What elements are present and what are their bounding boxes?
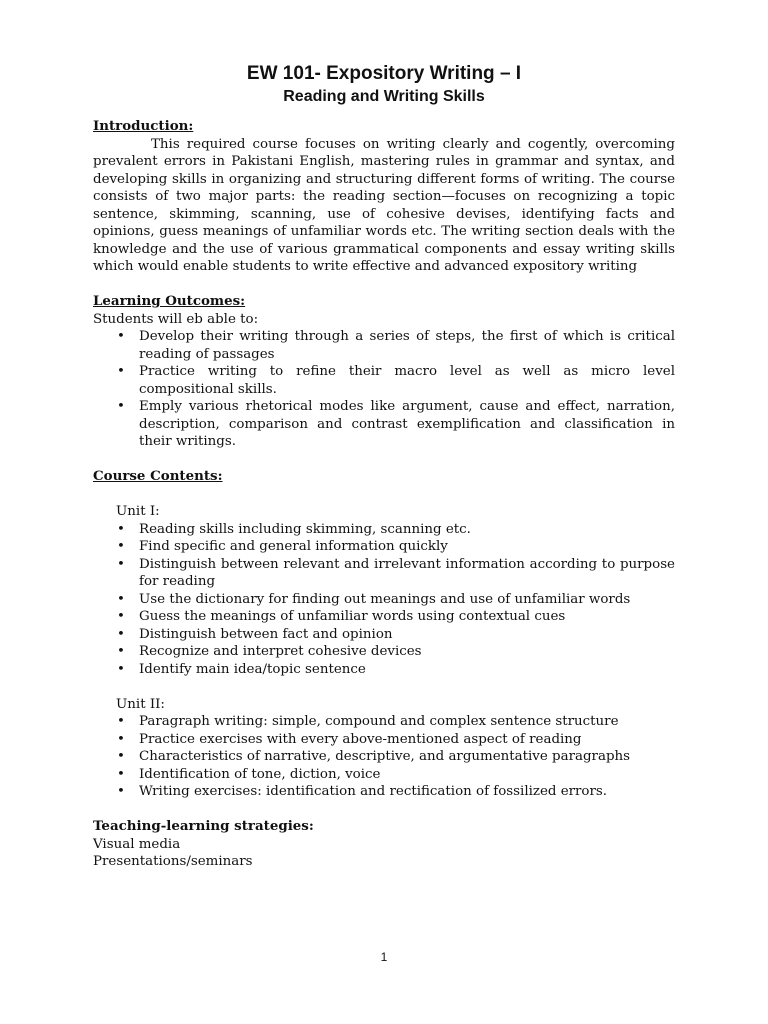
bullet-icon: • [117, 399, 125, 414]
bullet-icon: • [117, 364, 125, 379]
list-item: • Characteristics of narrative, descriptive, and argumentative paragraphs [117, 749, 631, 764]
unit-2-label: Unit II: [116, 696, 165, 712]
bullet-icon: • [117, 644, 125, 659]
unit-1-list [93, 521, 675, 679]
list-item: • Distinguish between relevant and irrelevant information according to purpose for reading [117, 556, 675, 589]
unit-2-list [93, 713, 675, 801]
learning-outcomes-list [93, 328, 675, 451]
bullet-icon: • [117, 556, 125, 572]
introduction-text: This required course focuses on writing clearly and cogently, overcoming prevalent errors in Pakistani English, mastering rules in grammar and syntax, and developing skills in organizing and structuring different forms of writing. The course consists of two major parts: the reading section—focuses on recognizing a topic sentence, skimming, scanning, use of cohesive devises, identifying facts and opinions, guess meanings of unfamiliar words etc. The writing section deals with the knowledge and the use of various grammatical components and essay writing skills which would enable students to write effective and advanced expository writing [93, 136, 675, 274]
teaching-strategies-heading: Teaching-learning strategies: [93, 818, 314, 834]
list-item: • Recognize and interpret cohesive devices [117, 644, 422, 659]
document-title: EW 101- Expository Writing – I [246, 63, 522, 84]
bullet-icon: • [117, 731, 125, 747]
list-item: • Emply various rhetorical modes like argument, cause and effect, narration, description, comparison and contrast exemplification and classification in their writings. [117, 399, 675, 449]
bullet-icon: • [117, 539, 125, 554]
list-item: • Find specific and general information quickly [117, 539, 448, 554]
list-item: • Paragraph writing: simple, compound and complex sentence structure [117, 714, 619, 729]
introduction-heading: Introduction: [93, 118, 194, 134]
bullet-icon: • [117, 714, 125, 729]
bullet-icon: • [117, 521, 125, 537]
bullet-icon: • [117, 609, 125, 624]
list-item: • Use the dictionary for finding out meanings and use of unfamiliar words [117, 591, 631, 607]
list-item: • Identify main idea/topic sentence [117, 661, 366, 677]
list-item: • Practice writing to refine their macro level as well as micro level compositional skills. [117, 364, 675, 397]
bullet-icon: • [117, 329, 125, 344]
bullet-icon: • [117, 766, 125, 782]
bullet-icon: • [117, 749, 125, 764]
bullet-icon: • [117, 591, 125, 607]
bullet-icon: • [117, 626, 125, 642]
teaching-strategy-line: Presentations/seminars [93, 854, 253, 869]
list-item: • Develop their writing through a series of steps, the first of which is critical reading of passages [117, 329, 675, 362]
list-item: • Distinguish between fact and opinion [117, 626, 393, 642]
document-subtitle: Reading and Writing Skills [283, 88, 485, 105]
list-item: • Practice exercises with every above-mentioned aspect of reading [117, 731, 582, 747]
list-item: • Writing exercises: identification and rectification of fossilized errors. [117, 784, 608, 799]
course-contents-heading: Course Contents: [93, 468, 223, 484]
teaching-strategy-line: Visual media [93, 836, 181, 852]
unit-1-label: Unit I: [116, 504, 160, 519]
learning-outcomes-heading: Learning Outcomes: [93, 293, 246, 309]
list-item: • Reading skills including skimming, scanning etc. [117, 521, 471, 537]
page-number: 1 [380, 950, 388, 964]
document-page [93, 62, 675, 871]
bullet-icon: • [117, 784, 125, 799]
list-item: • Identification of tone, diction, voice [117, 766, 381, 782]
list-item: • Guess the meanings of unfamiliar words using contextual cues [117, 609, 566, 624]
learning-outcomes-lead: Students will eb able to: [93, 311, 259, 327]
bullet-icon: • [117, 661, 125, 677]
